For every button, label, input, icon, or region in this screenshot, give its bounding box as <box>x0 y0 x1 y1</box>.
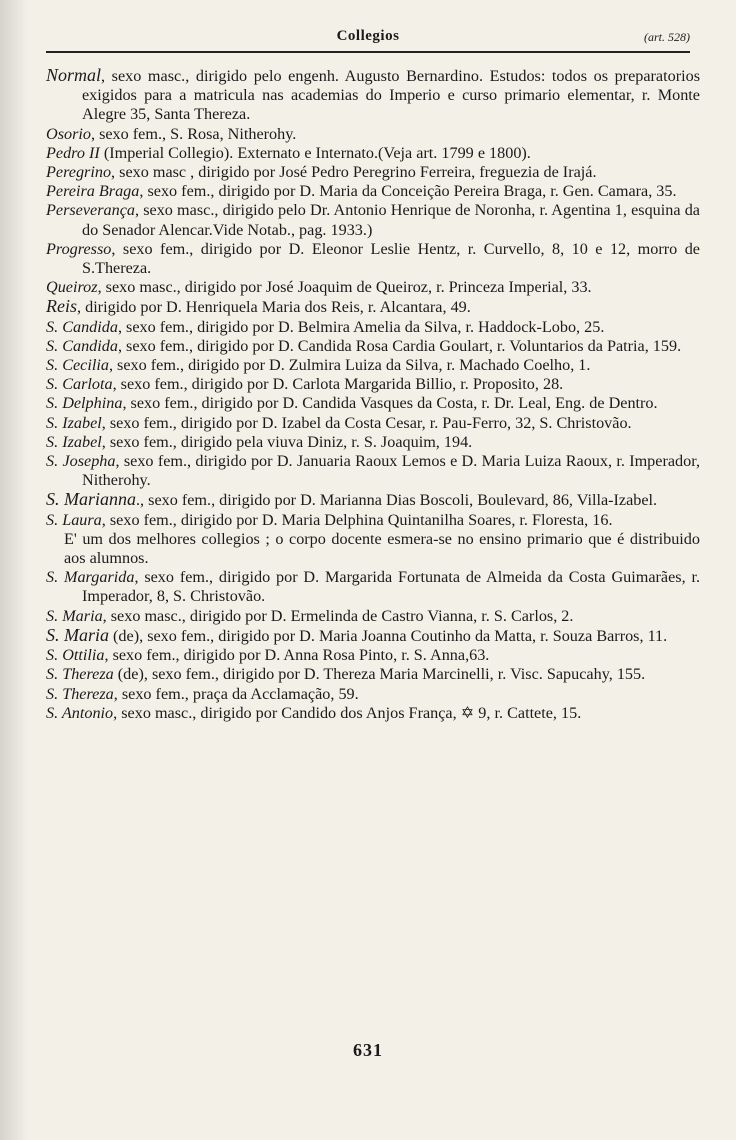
entry-text: (de), sexo fem., dirigido por D. Thereza Maria Marcinelli, r. Visc. Sapucahy, 155. <box>113 665 646 684</box>
entry-text: , sexo fem., dirigido por D. Candida Rosa Cardia Goulart, r. Voluntarios da Patria, 159. <box>117 336 682 355</box>
page-title: Collegios <box>336 28 400 44</box>
header-rule <box>46 51 690 53</box>
entry-text: , dirigido por D. Henriquela Maria dos Reis, r. Alcantara, 49. <box>77 298 471 317</box>
entry-text: (de), sexo fem., dirigido por D. Maria Joanna Coutinho da Matta, r. Souza Barros, 11. <box>109 626 668 645</box>
entry-name: S. Candida <box>46 317 118 336</box>
list-item <box>46 144 700 163</box>
entry-name: Perseverança <box>46 201 135 220</box>
page-number: 631 <box>353 1040 383 1060</box>
list-item <box>46 646 700 665</box>
entry-name: S. Margarida <box>46 568 135 587</box>
entry-text: , sexo masc., dirigido por José Joaquim de Queiroz, r. Princeza Imperial, 33. <box>97 278 592 297</box>
entry-name: Normal <box>46 65 102 85</box>
entry-text: , sexo fem., dirigido por D. Anna Rosa Pinto, r. S. Anna,63. <box>104 646 490 665</box>
entry-name: S. Izabel <box>46 432 102 451</box>
entry-text: ., sexo fem., dirigido por D. Marianna Dias Boscoli, Boulevard, 86, Villa-Izabel. <box>136 491 658 510</box>
list-item <box>46 201 700 239</box>
list-item <box>46 607 700 626</box>
list-item <box>46 704 700 723</box>
entry-name: S. Laura <box>46 510 102 529</box>
entry-name: Pereira Braga <box>46 182 140 201</box>
list-item <box>46 626 700 646</box>
entry-text: , sexo masc., dirigido por D. Ermelinda de Castro Vianna, r. S. Carlos, 2. <box>102 606 574 625</box>
list-item <box>46 182 700 201</box>
entry-text: , sexo fem., dirigido por D. Belmira Amelia da Silva, r. Haddock-Lobo, 25. <box>117 317 605 336</box>
list-item <box>46 394 700 413</box>
entry-text: , sexo masc., dirigido por Candido dos Anjos França, ✡ 9, r. Cattete, 15. <box>113 703 582 722</box>
entry-text: , sexo fem., dirigido por D. Candida Vasques da Costa, r. Dr. Leal, Eng. de Dentro. <box>122 394 658 413</box>
entry-name: S. Carlota <box>46 375 113 394</box>
entry-text: , sexo masc , dirigido por José Pedro Peregrino Ferreira, freguezia de Irajá. <box>111 163 597 182</box>
entry-name: S. Antonio <box>46 703 114 722</box>
list-item <box>46 511 700 530</box>
entry-name: S. Izabel <box>46 413 102 432</box>
entry-text: , sexo fem., S. Rosa, Nitherohy. <box>90 124 297 143</box>
scan-edge-shadow <box>0 0 28 1140</box>
entry-name: Osorio <box>46 124 91 143</box>
entry-name: S. Delphina <box>46 394 123 413</box>
entry-text: , sexo fem., dirigido por D. Maria Delphina Quintanilha Soares, r. Floresta, 16. <box>101 510 613 529</box>
list-item <box>46 665 700 684</box>
list-item <box>46 452 700 490</box>
entry-name: Queiroz <box>46 278 98 297</box>
list-item <box>46 685 700 704</box>
list-item <box>46 568 700 606</box>
entry-text: , sexo fem., praça da Acclamação, 59. <box>113 684 359 703</box>
list-item <box>46 163 700 182</box>
entry-text: , sexo fem., dirigido por D. Eleonor Leslie Hentz, r. Curvello, 8, 10 e 12, morro de S.Thereza. <box>82 239 700 278</box>
entry-name: S. Thereza <box>46 665 114 684</box>
entry-text: , sexo masc., dirigido pelo Dr. Antonio Henrique de Noronha, r. Agentina 1, esquina da do Senador Alencar.Vide Notab., pag. 1933.) <box>82 201 700 239</box>
entry-text: (Imperial Collegio). Externato e Internato.(Veja art. 1799 e 1800). <box>99 143 531 162</box>
entry-text: , sexo fem., dirigido por D. Margarida Fortunata de Almeida da Costa Guimarães, r. Imperador, 8, S. Christovão. <box>82 568 700 606</box>
entry-note <box>46 530 700 568</box>
list-item <box>46 278 700 297</box>
list-item <box>46 240 700 278</box>
entry-name: S. Thereza <box>46 684 114 703</box>
list-item <box>46 318 700 337</box>
entry-name: Progresso <box>46 239 112 258</box>
list-item <box>46 337 700 356</box>
list-item <box>46 490 700 510</box>
list-item <box>46 125 700 144</box>
entry-text: , sexo fem., dirigido por D. Izabel da Costa Cesar, r. Pau-Ferro, 32, S. Christovão. <box>101 413 632 432</box>
note-text: E' um dos melhores collegios ; o corpo docente esmera-se no ensino primario que é distribuido aos alumnos. <box>64 529 700 568</box>
list-item <box>46 433 700 452</box>
entry-name: Pedro II <box>46 143 100 162</box>
entry-name: S. Cecilia <box>46 356 109 375</box>
entry-name: Peregrino <box>46 163 112 182</box>
list-item <box>46 297 700 317</box>
page-header <box>46 28 690 50</box>
entry-text: , sexo fem., dirigido por D. Maria da Conceição Pereira Braga, r. Gen. Camara, 35. <box>139 182 677 201</box>
entry-name: S. Marianna <box>46 489 136 510</box>
entries-list <box>46 66 700 723</box>
entry-text: , sexo fem., dirigido pela viuva Diniz, r. S. Joaquim, 194. <box>101 432 473 451</box>
entry-text: , sexo fem., dirigido por D. Zulmira Luiza da Silva, r. Machado Coelho, 1. <box>108 356 591 375</box>
list-item <box>46 375 700 394</box>
entry-text: , sexo masc., dirigido pelo engenh. Augusto Bernardino. Estudos: todos os preparatorios exigidos para a matricula nas academias do Imperio e curso primario elementar, r. Monte Alegre 35, Santa Thereza. <box>82 67 700 124</box>
list-item <box>46 356 700 375</box>
entry-name: S. Ottilia <box>46 646 105 665</box>
entry-name: S. Maria <box>46 624 109 645</box>
list-item <box>46 414 700 433</box>
entry-name: S. Maria <box>46 606 103 625</box>
entry-text: , sexo fem., dirigido por D. Carlota Margarida Billio, r. Proposito, 28. <box>112 375 564 394</box>
entry-name: S. Josepha <box>46 452 116 471</box>
entry-name: S. Candida <box>46 336 118 355</box>
article-reference: (art. 528) <box>644 30 690 44</box>
entry-name: Reis <box>46 296 77 317</box>
entry-text: , sexo fem., dirigido por D. Januaria Raoux Lemos e D. Maria Luiza Raoux, r. Imperador, Nitherohy. <box>82 452 701 490</box>
list-item <box>46 66 700 125</box>
